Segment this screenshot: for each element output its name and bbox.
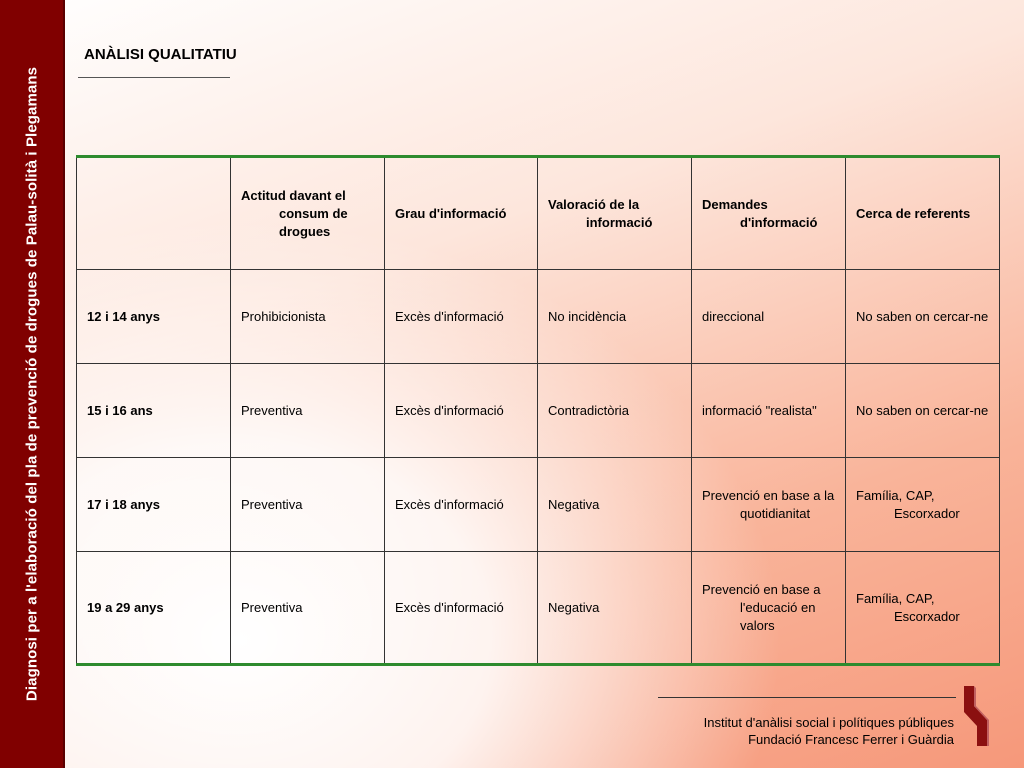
table-cell: Prevenció en base a la quotidianitat (692, 458, 846, 552)
table-cell: Excès d'informació (385, 458, 538, 552)
table-cell: No saben on cercar-ne (846, 270, 1000, 364)
table-cell: Excès d'informació (385, 364, 538, 458)
table-header-row (77, 157, 1000, 270)
row-age-label: 19 a 29 anys (77, 552, 231, 665)
analysis-table (76, 155, 1000, 666)
table-cell: No incidència (538, 270, 692, 364)
table-cell: Preventiva (231, 458, 385, 552)
header-cell-grau: Grau d'informació (385, 157, 538, 270)
page-title: ANÀLISI QUALITATIU (84, 46, 237, 63)
footer-foundation: Fundació Francesc Ferrer i Guàrdia (748, 732, 954, 747)
table-row (77, 458, 1000, 552)
table-cell: informació "realista" (692, 364, 846, 458)
table-cell: Negativa (538, 458, 692, 552)
table-cell: direccional (692, 270, 846, 364)
table-cell: Negativa (538, 552, 692, 665)
foundation-logo-icon (960, 684, 990, 748)
table-row (77, 270, 1000, 364)
footer-institute: Institut d'anàlisi social i polítiques públiques (703, 715, 954, 730)
table-cell: Contradictòria (538, 364, 692, 458)
table-cell: Excès d'informació (385, 552, 538, 665)
table-cell: No saben on cercar-ne (846, 364, 1000, 458)
header-cell-cerca: Cerca de referents (846, 157, 1000, 270)
footer (704, 714, 954, 748)
table-cell: Prohibicionista (231, 270, 385, 364)
table-cell: Família, CAP, Escorxador (846, 552, 1000, 665)
title-underline (78, 77, 230, 78)
header-cell-actitud: Actitud davant el consum de drogues (231, 157, 385, 270)
sidebar-title: Diagnosi per a l'elaboració del pla de prevenció de drogues de Palau-solità i Plegamans (23, 66, 41, 702)
table-cell: Prevenció en base a l'educació en valors (692, 552, 846, 665)
table-row (77, 552, 1000, 665)
table-row (77, 364, 1000, 458)
row-age-label: 17 i 18 anys (77, 458, 231, 552)
header-cell-demandes: Demandes d'informació (692, 157, 846, 270)
row-age-label: 12 i 14 anys (77, 270, 231, 364)
table-cell: Preventiva (231, 364, 385, 458)
footer-rule (658, 697, 956, 698)
table-cell: Família, CAP, Escorxador (846, 458, 1000, 552)
header-cell-empty (77, 157, 231, 270)
row-age-label: 15 i 16 ans (77, 364, 231, 458)
table-cell: Preventiva (231, 552, 385, 665)
table-cell: Excès d'informació (385, 270, 538, 364)
sidebar (0, 0, 65, 768)
header-cell-valoracio: Valoració de la informació (538, 157, 692, 270)
